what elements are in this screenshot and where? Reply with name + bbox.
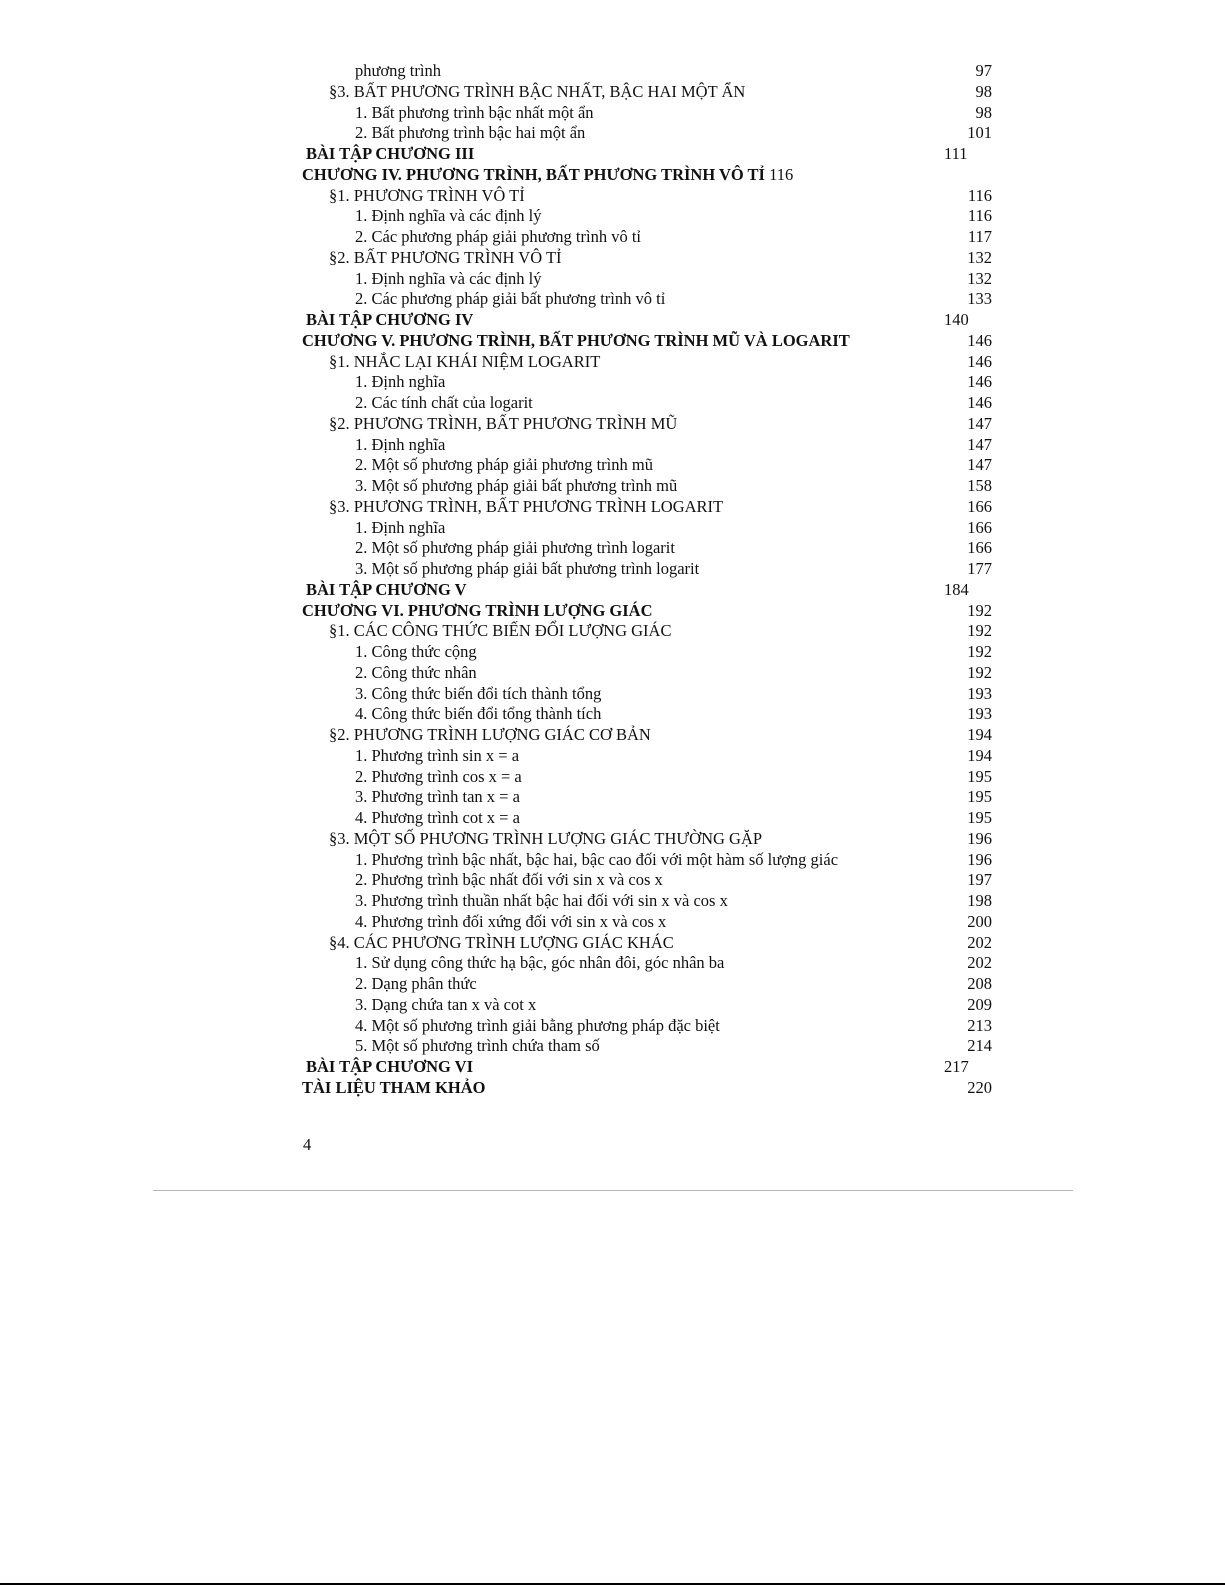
toc-entry-page: 192 (967, 642, 992, 661)
toc-entry (0, 850, 1225, 871)
toc-entry (0, 103, 1225, 124)
toc-entry-page: 214 (967, 1036, 992, 1056)
toc-entry (0, 372, 1225, 393)
toc-entry-title: 1. Định nghĩa (355, 372, 446, 392)
toc-entry-title: 2. Các phương pháp giải phương trình vô tỉ (355, 227, 642, 246)
toc-entry (0, 787, 1225, 808)
toc-entry (0, 123, 1225, 144)
toc-entry-page: 192 (967, 600, 992, 620)
toc-entry (0, 289, 1225, 310)
toc-entry-title: 4. Phương trình cot x = a (355, 808, 520, 827)
toc-entry-title: 1. Công thức cộng (355, 642, 477, 661)
toc-entry-title: 2. Phương trình cos x = a (355, 766, 522, 786)
toc-entry-page: 166 (967, 496, 992, 516)
toc-entry-title: §1. CÁC CÔNG THỨC BIẾN ĐỔI LƯỢNG GIÁC (329, 621, 672, 641)
toc-entry-title: §3. MỘT SỐ PHƯƠNG TRÌNH LƯỢNG GIÁC THƯỜNG GẶP (329, 828, 763, 848)
toc-entry-page: 209 (967, 994, 992, 1014)
toc-entry-title: 1. Sử dụng công thức hạ bậc, góc nhân đôi, góc nhân ba (355, 953, 725, 973)
toc-entry-page: 111 (944, 144, 968, 163)
toc-entry-page: 116 (769, 164, 794, 184)
toc-entry (0, 808, 1225, 829)
toc-entry (0, 684, 1225, 705)
toc-entry-page: 146 (967, 351, 992, 371)
toc-entry (0, 144, 1225, 165)
toc-entry (0, 331, 1225, 352)
toc-entry-page: 166 (967, 538, 992, 558)
toc-entry-title: 4. Một số phương trình giải bằng phương pháp đặc biệt (355, 1015, 720, 1035)
toc-entry-title: 2. Một số phương pháp giải phương trình mũ (355, 455, 653, 475)
page-number: 4 (303, 1135, 312, 1154)
toc-entry-page: 177 (967, 559, 992, 578)
toc-entry (0, 206, 1225, 227)
toc-entry-title: 1. Định nghĩa (355, 517, 446, 537)
toc-entry-page: 192 (967, 621, 992, 641)
toc-entry-page: 158 (967, 476, 992, 495)
toc-entry (0, 310, 1225, 331)
toc-entry (0, 580, 1225, 601)
toc-entry-page: 198 (967, 891, 992, 910)
toc-entry-title: §2. PHƯƠNG TRÌNH, BẤT PHƯƠNG TRÌNH MŨ (329, 413, 678, 433)
toc-entry (0, 621, 1225, 642)
toc-entry-title: 2. Các phương pháp giải bất phương trình vô tỉ (355, 289, 666, 309)
toc-entry-page: 200 (967, 911, 992, 931)
toc-entry-title: 3. Một số phương pháp giải bất phương trình mũ (355, 476, 678, 495)
toc-entry-page: 195 (967, 808, 992, 827)
toc-entry-page: 98 (975, 81, 992, 101)
toc-entry-title: 3. Phương trình tan x = a (355, 787, 520, 807)
toc-entry-page: 217 (944, 1057, 969, 1076)
toc-entry-page: 192 (967, 662, 992, 682)
toc-entry (0, 995, 1225, 1016)
toc-entry-page: 132 (967, 268, 992, 288)
toc-entry-page: 196 (967, 849, 992, 869)
toc-entry-title: 1. Định nghĩa và các định lý (355, 206, 542, 226)
toc-entry-page: 184 (944, 579, 969, 599)
table-of-contents (0, 61, 1225, 1099)
toc-entry-title: 4. Công thức biến đổi tổng thành tích (355, 704, 602, 724)
toc-entry-title: CHƯƠNG IV. PHƯƠNG TRÌNH, BẤT PHƯƠNG TRÌNH VÔ TỈ (302, 164, 765, 184)
toc-entry-title: §2. PHƯƠNG TRÌNH LƯỢNG GIÁC CƠ BẢN (329, 725, 651, 744)
toc-entry (0, 829, 1225, 850)
toc-entry-title: §3. PHƯƠNG TRÌNH, BẤT PHƯƠNG TRÌNH LOGARIT (329, 496, 724, 516)
toc-entry-page: 195 (967, 766, 992, 786)
toc-entry-title: 2. Công thức nhân (355, 662, 477, 682)
toc-entry (0, 891, 1225, 912)
toc-entry-title: CHƯƠNG V. PHƯƠNG TRÌNH, BẤT PHƯƠNG TRÌNH MŨ VÀ LOGARIT (302, 330, 850, 350)
toc-entry-title: BÀI TẬP CHƯƠNG III (306, 144, 475, 163)
toc-entry-page: 116 (967, 185, 992, 205)
toc-entry-title: BÀI TẬP CHƯƠNG IV (306, 310, 474, 329)
toc-entry-page: 140 (944, 310, 969, 329)
toc-entry (0, 767, 1225, 788)
toc-entry-title: §4. CÁC PHƯƠNG TRÌNH LƯỢNG GIÁC KHÁC (329, 932, 674, 952)
toc-entry-title: 1. Định nghĩa và các định lý (355, 268, 542, 288)
toc-entry-title: §2. BẤT PHƯƠNG TRÌNH VÔ TỈ (329, 247, 562, 267)
toc-entry-page: 147 (967, 413, 992, 433)
toc-entry (0, 61, 1225, 82)
toc-entry-page: 166 (967, 517, 992, 537)
toc-entry-title: §3. BẤT PHƯƠNG TRÌNH BẬC NHẤT, BẬC HAI MỘT ẨN (329, 81, 746, 101)
toc-entry-title: 3. Phương trình thuần nhất bậc hai đối với sin x và cos x (355, 891, 728, 910)
toc-entry-page: 194 (967, 725, 992, 744)
toc-entry-page: 147 (967, 434, 992, 454)
toc-entry (0, 248, 1225, 269)
toc-entry-title: BÀI TẬP CHƯƠNG V (306, 579, 467, 599)
toc-entry (0, 663, 1225, 684)
toc-entry-title: 2. Dạng phân thức (355, 974, 477, 993)
toc-entry (0, 435, 1225, 456)
toc-entry (0, 1036, 1225, 1057)
toc-entry-page: 202 (967, 953, 992, 973)
toc-entry-title: phương trình (355, 61, 441, 80)
toc-entry-title: 1. Phương trình sin x = a (355, 745, 520, 765)
toc-entry-page: 202 (967, 932, 992, 952)
toc-entry-title: §1. PHƯƠNG TRÌNH VÔ TỈ (329, 185, 525, 205)
toc-entry-page: 146 (967, 330, 992, 350)
toc-entry (0, 393, 1225, 414)
toc-entry (0, 414, 1225, 435)
toc-entry-page: 146 (967, 393, 992, 412)
toc-entry-page: 132 (967, 247, 992, 267)
toc-entry-title: 3. Một số phương pháp giải bất phương trình logarit (355, 559, 700, 578)
toc-entry (0, 352, 1225, 373)
toc-entry-title: §1. NHẮC LẠI KHÁI NIỆM LOGARIT (329, 351, 601, 371)
toc-entry (0, 1057, 1225, 1078)
toc-entry-title: CHƯƠNG VI. PHƯƠNG TRÌNH LƯỢNG GIÁC (302, 600, 653, 620)
toc-entry (0, 82, 1225, 103)
toc-entry-page: 195 (967, 787, 992, 807)
toc-entry-page: 97 (975, 61, 992, 80)
toc-entry-page: 208 (967, 974, 992, 993)
toc-entry (0, 497, 1225, 518)
toc-entry-title: 5. Một số phương trình chứa tham số (355, 1036, 600, 1056)
toc-entry (0, 725, 1225, 746)
toc-entry (0, 269, 1225, 290)
toc-entry-title: 1. Phương trình bậc nhất, bậc hai, bậc cao đối với một hàm số lượng giác (355, 849, 839, 869)
toc-entry (0, 1016, 1225, 1037)
toc-entry-page: 197 (967, 870, 992, 890)
toc-entry-title: TÀI LIỆU THAM KHẢO (302, 1077, 486, 1097)
toc-entry-page: 146 (967, 372, 992, 392)
toc-entry-page: 116 (967, 206, 992, 226)
toc-entry (0, 559, 1225, 580)
toc-entry-title: 3. Công thức biến đổi tích thành tổng (355, 683, 602, 703)
toc-entry-page: 220 (967, 1077, 992, 1097)
toc-entry-page: 193 (967, 704, 992, 724)
toc-entry (0, 870, 1225, 891)
toc-entry-title: 1. Bất phương trình bậc nhất một ẩn (355, 102, 594, 122)
toc-entry (0, 912, 1225, 933)
toc-entry-title: 2. Các tính chất của logarit (355, 393, 533, 412)
toc-entry-page: 117 (967, 227, 992, 246)
toc-entry (0, 165, 1225, 186)
toc-entry (0, 974, 1225, 995)
toc-entry (0, 704, 1225, 725)
toc-entry (0, 476, 1225, 497)
toc-entry (0, 933, 1225, 954)
toc-entry-page: 101 (967, 123, 992, 143)
toc-entry-page: 193 (967, 683, 992, 703)
toc-entry (0, 1078, 1225, 1099)
toc-entry-page: 213 (967, 1015, 992, 1035)
toc-entry-title: BÀI TẬP CHƯƠNG VI (306, 1057, 474, 1076)
toc-entry (0, 538, 1225, 559)
toc-entry-title: 1. Định nghĩa (355, 434, 446, 454)
toc-entry (0, 518, 1225, 539)
toc-entry-title: 3. Dạng chứa tan x và cot x (355, 994, 537, 1014)
toc-entry (0, 186, 1225, 207)
toc-entry-title: 2. Phương trình bậc nhất đối với sin x và cos x (355, 870, 663, 890)
toc-entry-title: 4. Phương trình đối xứng đối với sin x và cos x (355, 911, 667, 931)
toc-entry (0, 601, 1225, 622)
toc-entry (0, 746, 1225, 767)
toc-entry (0, 642, 1225, 663)
page-divider (153, 1190, 1073, 1191)
toc-entry (0, 227, 1225, 248)
toc-entry-page: 196 (967, 828, 992, 848)
toc-entry-title: 2. Bất phương trình bậc hai một ẩn (355, 123, 586, 143)
toc-entry (0, 455, 1225, 476)
toc-entry-page: 98 (975, 102, 992, 122)
toc-entry-page: 133 (967, 289, 992, 309)
toc-entry-page: 147 (967, 455, 992, 475)
toc-entry (0, 953, 1225, 974)
toc-entry-title: 2. Một số phương pháp giải phương trình logarit (355, 538, 675, 558)
toc-entry-page: 194 (967, 745, 992, 765)
